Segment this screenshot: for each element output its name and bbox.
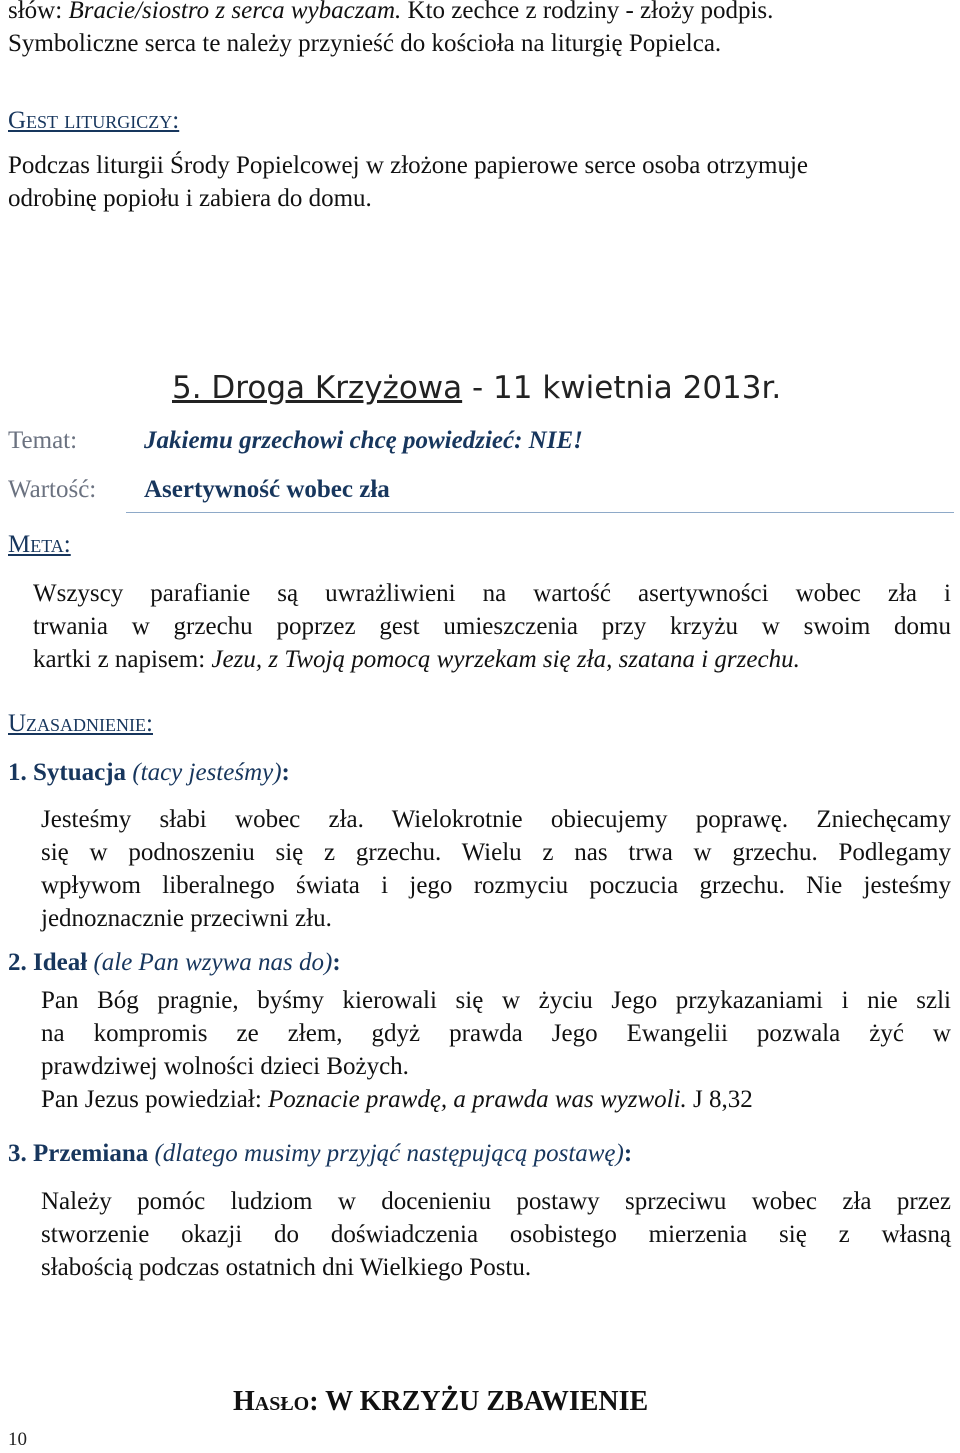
- meta-line-3-italic: Jezu, z Twoją pomocą wyrzekam się zła, szatana i grzechu.: [211, 646, 800, 673]
- item-2-heading: [8, 946, 341, 979]
- wartosc-label: Wartość:: [8, 476, 97, 503]
- item-2-line-2: na kompromis ze złem, gdyż prawda Jego Ewangelii pozwala żyć w: [41, 1020, 951, 1047]
- meta-line-2: trwania w grzechu poprzez gest umieszczenia przy krzyżu w swoim domu: [33, 613, 951, 640]
- item-2-quote-italic: Poznacie prawdę, a prawda was wyzwoli.: [268, 1086, 687, 1113]
- gest-heading: Gest liturgiczy:: [8, 107, 180, 134]
- item-1-line-1: Jesteśmy słabi wobec zła. Wielokrotnie obiecujemy poprawę. Zniechęcamy: [41, 806, 951, 833]
- temat-value: Jakiemu grzechowi chcę powiedzieć: NIE!: [144, 427, 583, 454]
- item-2-subtitle: (ale Pan wzywa nas do): [93, 949, 333, 976]
- item-2-line-3: prawdziwej wolności dzieci Bożych.: [41, 1053, 409, 1080]
- intro-line-1: [8, 0, 773, 27]
- meta-line-3: [33, 643, 800, 676]
- item-3-heading: [8, 1137, 632, 1170]
- meta-line-3-prefix: kartki z napisem:: [33, 646, 212, 673]
- temat-label: Temat:: [8, 427, 78, 454]
- item-1-num: 1.: [8, 759, 27, 786]
- item-2-quote-ref: J 8,32: [686, 1086, 753, 1113]
- item-3-colon: :: [623, 1140, 633, 1167]
- item-3-title: Przemiana: [33, 1140, 149, 1167]
- item-3-num: 3.: [8, 1140, 27, 1167]
- item-1-title: Sytuacja: [33, 759, 127, 786]
- page-number: 10: [8, 1429, 27, 1450]
- gest-line-1: Podczas liturgii Środy Popielcowej w złożone papierowe serce osoba otrzymuje: [8, 152, 809, 179]
- item-1-line-2: się w podnoszeniu się z grzechu. Wielu z nas trwa w grzechu. Podlegamy: [41, 839, 951, 866]
- section-title: [172, 368, 781, 408]
- intro-prefix: słów:: [8, 0, 69, 24]
- item-2-quote-prefix: Pan Jezus powiedział:: [41, 1086, 269, 1113]
- section-number-title: 5. Droga Krzyżowa: [172, 370, 463, 406]
- item-2-line-1: Pan Bóg pragnie, byśmy kierowali się w życiu Jego przykazaniami i nie szli: [41, 987, 951, 1014]
- item-1-heading: [8, 756, 290, 789]
- item-2-quote: [41, 1083, 753, 1116]
- intro-suffix: Kto zechce z rodziny - złoży podpis.: [401, 0, 774, 24]
- haslo-label: Hasło:: [233, 1386, 319, 1417]
- wartosc-value: Asertywność wobec zła: [144, 476, 390, 503]
- gest-line-2: odrobinę popiołu i zabiera do domu.: [8, 185, 372, 212]
- item-3-line-3: słabością podczas ostatnich dni Wielkiego Postu.: [41, 1254, 532, 1281]
- intro-italic: Bracie/siostro z serca wybaczam.: [68, 0, 402, 24]
- divider-rule: [126, 512, 954, 513]
- item-1-line-4: jednoznacznie przeciwni złu.: [41, 905, 332, 932]
- haslo-value: W KRZYŻU ZBAWIENIE: [325, 1386, 649, 1417]
- item-3-subtitle: (dlatego musimy przyjąć następującą postawę): [154, 1140, 624, 1167]
- item-1-line-3: wpływom liberalnego świata i jego rozmyciu poczucia grzechu. Nie jesteśmy: [41, 872, 951, 899]
- uzasadnienie-heading: Uzasadnienie:: [8, 710, 153, 737]
- item-2-title: Ideał: [33, 949, 88, 976]
- item-1-colon: :: [281, 759, 290, 786]
- item-2-num: 2.: [8, 949, 27, 976]
- meta-heading: Meta:: [8, 531, 71, 558]
- section-date: - 11 kwietnia 2013r.: [462, 370, 782, 406]
- item-3-line-1: Należy pomóc ludziom w docenieniu postawy sprzeciwu wobec zła przez: [41, 1188, 951, 1215]
- intro-line-2: Symboliczne serca te należy przynieść do kościoła na liturgię Popielca.: [8, 30, 722, 57]
- meta-line-1: Wszyscy parafianie są uwrażliwieni na wartość asertywności wobec zła i: [33, 580, 951, 607]
- item-3-line-2: stworzenie okazji do doświadczenia osobistego mierzenia się z własną: [41, 1221, 951, 1248]
- haslo: [233, 1384, 648, 1420]
- item-2-colon: :: [332, 949, 341, 976]
- item-1-subtitle: (tacy jesteśmy): [132, 759, 282, 786]
